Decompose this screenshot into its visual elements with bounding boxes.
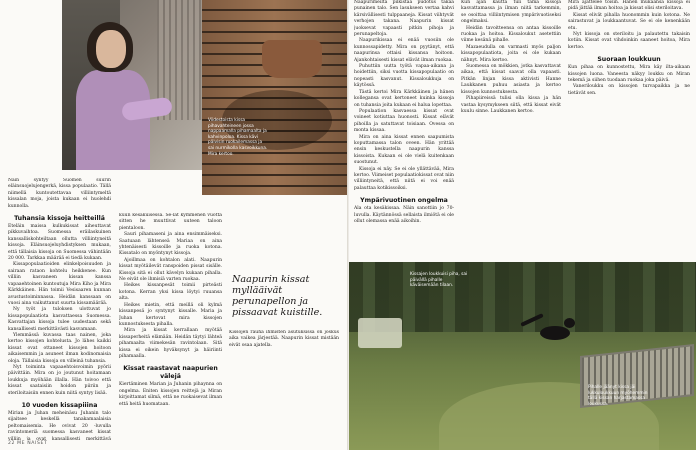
paragraph: Suomessa on mökkien, jotka kasvattavat aikaa, että kissat saavat olla vapaasti. Pitkän linjan kissa aktivisti Hanne Laukkanen puhuu asiasta ja kertoo kissojen kunnostuksesta. — [461, 64, 561, 95]
paragraph: Ylemmässä kuvassa taas nainen, joka kertoo kissojen kohtelusta. Jo lähes kaikki kissat ovat ottaneet kissojen hoitoon aikaisemmin ja asuneet ilman kodinomaisia oloja. Tällaisia kissoja on villeinä tuhansia. — [8, 332, 111, 364]
paragraph: Puhuttiin uutta työtä vapaa-aikana ja hoidettiin, siksi vuotta kissapopulaatio on nopeasti kasvanut. Kissaloukkuja on käytössä. — [354, 64, 454, 89]
paragraph: Mazaeudulla on varmasti myös paljon kissapopulaatiota, joita ei ole kukaan nähnyt. Mira kertoo. — [461, 44, 561, 63]
paragraph: Vaneriloukku on kissojen turvapaikka ja ne tietävät sen. — [568, 84, 690, 96]
paragraph: Mirian ja Juhan meheinäsu Juhanin talo sijaitsee keskellä tanakamaalaisia peltomaisemia. He ovivat 20 -luvulla ravintomeriä suomessa kasvaneet kissat villiin ja ovat kansallisesti merkittävä — [8, 411, 111, 440]
paragraph: Kissoja ei näy. Se ei ole yllättävää, Mira kertoo. Viimeiset populaatiokissat ovat niin villiintyneitä, että niitä ei voi enää palauttaa kotikissoiksi. — [354, 166, 454, 191]
paragraph: Kissojen rauha ihmisten asutuksissa on joskus aika vaikea järjestää. Naapurin kissat mistään eivät osaa ajatella. — [229, 330, 339, 348]
woman-body-shape — [76, 70, 150, 170]
heading-10-vuoden: 10 vuoden kissapiiina — [21, 402, 98, 409]
paragraph: Populaation kasvaessa kissat ovat voineet kotiuttaa huonosti. Kissat elävät pihoilla ja satuttavat toisiaan. Ovessa on monta kissaa. — [354, 108, 454, 134]
heading-suoraan-loukkuun: Suoraan loukkuun — [597, 56, 661, 64]
yard-caption: Kissajen loukkuisi piha, sai päivällä pihalle käväisemään tilaan. — [410, 272, 468, 289]
right-column-1 — [354, 0, 454, 262]
right-column-3 — [568, 0, 690, 262]
paragraph: Heikes kissanpesät toimii pirteästi kotona. Kerran yksi kissa löytyi ruuansa alta. — [119, 283, 222, 302]
paragraph: Kiertäminen Marian ja Juhanin pihaynna on ongelma. Eniten kissojen reittejä ja Miran kirjoittamat silmä, että ne ruokaisevat ilman että heitä huomataan. — [119, 382, 222, 407]
paragraph: Kissapopulaatioiden elinkelpoisuuden ja sairaan rataon kohtelu heikkenee. Kun villiin kasvaneen kissan kanssa vapaaehtoinen kuntoutuja Mira Kiho ja Mira Kärkkäinen. Hän toimii Vesisaaren kunnan avustustoiminnassa. Heidän kanssaan on vuosi aina vaikuttanut suurta kissamäärää. — [8, 262, 111, 306]
intro-paragraph: Näin syntyy Suomen suurin eläinsuojelujengerkä, kissa populaatio. Tällä niimellä kuntoutettavaa villiintymeltä kissalan moja, joista kukaan ei huolehdi kunnolla. — [8, 178, 111, 209]
paragraph: Mira on aina kissat ennen saapumista koputtamassa talon oveen. Hän yrittää ensin keskustella naapurin kanssa kissoista. Kukaan ei ole vielä kuitenkaan suostunut. — [354, 134, 454, 166]
page-folio: 22 ME NAISET — [8, 441, 48, 446]
paragraph: Ala ota kesäkissaa. Näin sanottiin jo 70-luvulla. Käytännössä sellaista ilmiötä ei ole ollut olemassa enää aikoihin. — [354, 206, 454, 224]
cat-head-shape — [564, 318, 575, 328]
paragraph: Naapurikissaa ei enää vuosiin ole kunnossapidetty. Mira on pyytänyt, että naapurinsa ottaisi kissansa hoitoon. Ajankohtaisesti kissat elävät ilman ruokaa. — [354, 38, 454, 63]
cat-body-shape — [540, 326, 570, 340]
paragraph: Kissat elivät pihalla huonommin kuin kotona. Ne sairastuvat ja loukkaantuvat. Se ei ole kenenkään etu. — [568, 12, 690, 31]
deck-caption: Viidestoista kissa pihavahteineen jossa nappaamalla pihamaalta ja kahvinpoloa. Kissa kävi päivisin ruokailemassa ja sai nurmikolla kasvoikkuna. Mira kertoo. — [208, 118, 268, 157]
trap-caption: Pihalle jäänyt kissa jäi lukkuloukkuun myöhemmin tällä kissan harjastamassa loukussa. — [588, 385, 648, 407]
paragraph: Kun ajan kautta tuli tämä kissoja kasvattamassa ja ilman niitä tarkemmin, se osoittaa villiintymisen ympärivuotiseksi ongelmaksi. — [461, 0, 561, 25]
heading-tuhansia: Tuhansia kissoja heitteillä — [14, 215, 105, 223]
paragraph: kuun kesäkuisessa. Se-lat kymmenen vuotta sitten he muuttivat uuteen taloon pientaloon. — [119, 213, 222, 231]
paragraph: Heidän tavoitteensa on antaa kissoille ruokaa ja hoitoa. Kissaloukut asetettiin viime kesänä pihalle. — [461, 25, 561, 44]
paragraph: Mira ajattelee toisin. Hänen mukaansa kissoja ei pidä jättää ilman hoitoa ja kissat olisi steriloitava. — [568, 0, 690, 12]
deck-photo — [202, 0, 347, 195]
paragraph: Ajoillmaa on kohtalon alati. Naapurin kissat myötäilevät ranspoiden pissat sisälle. Kissoja sitä ei ollut kävelyn kukaan pihalla. Ne eivät ole ihmisiä varten ruokaa. — [119, 257, 222, 283]
heading-ymparivuotinen: Ympärivuotinen ongelma — [360, 197, 448, 205]
woman-photo — [62, 0, 202, 170]
paragraph: Nyt toiminta vapaaehtoisvoimin pyörii päivittäin. Mira on jo joutunut hoitamaan loukkuja myöhään illalla. Hän toivoo että kissat saataisiin hoidon piiriin ja steriloitaisiin ennen kuin niitä syntyy lisää. — [8, 364, 111, 396]
left-column-2 — [119, 213, 222, 440]
heading-kissat-raastavat: Kissat raastavat naapurien välejä — [123, 365, 218, 381]
paragraph: Naapurimeiltä pilkistää pudotus takaa punainen talo. Sen lasukseen vertaa kahvi kärsivällisesti tulppaaneja. Kissat viihtyvät verhojen takana. Naapurin kissat juoksevat vapaasti pitkin pihoja ja perunapeltoja. — [354, 0, 454, 38]
left-column-1 — [8, 178, 111, 440]
paragraph: Sauri pihamaseni ja aina ensimmäiseksi. Saatuaan lähtenseä Mariaa on aina yhtenäisesti kissoille ja ruoka kotona. Kissatalo on myöntynyt kissoja. — [119, 232, 222, 257]
chair-shape — [358, 318, 402, 348]
paragraph: Kun pihaa on kunnostettu, Mira käy ilta-aikaan kissojen luona. Vaneesta näkyy loukku on Miran tekemä ja siihen tuodaan ruokaa joka päivä. — [568, 65, 690, 84]
paragraph: Tästä kertoi Mira Kärkkäinen ja hänen kollegansa ovat kertoneet kuinka kissoja on tuhansia joita kukaan ei halua lopettaa. — [354, 89, 454, 108]
pull-quote: Naapurin kissat myllääivät perunapellon ja pissaavat kuistille. — [232, 274, 323, 318]
paragraph: Pihapiireissä tulisi olla kissa ja hän vastaa kysymykseen siitä, että kissat eivät kuulu sinne. Laukkanen kertoo. — [461, 96, 561, 114]
left-column-3 — [229, 330, 339, 440]
paragraph: Heikes mietin, että meillä oli kylmä kissanpesä jo syntynyt kissalle. Maria ja Juhan kertovat mira kissojen kunnostuksesta pihalla. — [119, 302, 222, 327]
paragraph: Nyt kissoja on steriloitu ja palautettu takaisin kotiin. Kissat ovat vihdoinkin saaneet hoitoa, Mira kertoo. — [568, 32, 690, 50]
woman-face-shape — [96, 30, 126, 68]
paragraph: Eteläin maissa kulkukissat aiheuttavat pikkuvaihtoa. Suomessa eräilaskuinen kanssalliskohteiltaan ollutta villiintyneitä kissoja. Eläinsuojeluyhdistyksen mukaan, että tällaisia kissoja on Suomessa vähintään 20 000. Tarkkaa määrää ei tiedä kukaan. — [8, 224, 111, 262]
right-column-2 — [461, 0, 561, 262]
paragraph: Ny työt ja tuloksen ulottuvat jo kissapopulaatiota kasvattaessa Suomessa. Kasvattajan kissoja tulee uudestaan sekä kansallisesti merkittävästi kasvamaan. — [8, 307, 111, 332]
paragraph: Mira ja kissat kerrallaan myötää kissaperheitä elämään. Heidän täytyi lähteä pihamaalta viimekesän ravintolaan. Sitä kissa ei oikein hyväksynyt ja häiriinti pihamaalla. — [119, 328, 222, 359]
flower-pot-shape — [262, 40, 322, 78]
